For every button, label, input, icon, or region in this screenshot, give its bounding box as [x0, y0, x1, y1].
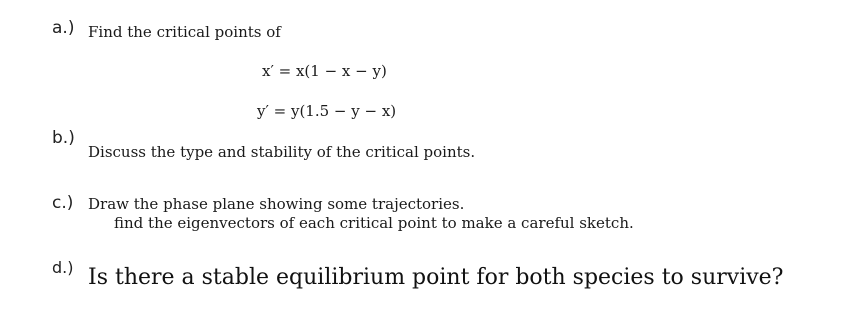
part-c-label: c.)	[52, 193, 74, 213]
part-b-text: Discuss the type and stability of the critical points.	[88, 143, 476, 161]
part-c-line2: find the eigenvectors of each critical point to make a careful sketch.	[114, 214, 634, 232]
part-a-text: Find the critical points of	[88, 23, 281, 41]
part-d-text: Is there a stable equilibrium point for both species to survive?	[88, 265, 784, 290]
part-d-label: d.)	[52, 258, 74, 277]
equation-x-prime: x′ = x(1 − x − y)	[262, 62, 387, 80]
part-c-line1: Draw the phase plane showing some trajectories.	[88, 195, 465, 213]
equation-y-prime: y′ = y(1.5 − y − x)	[257, 102, 397, 120]
part-a-label: a.)	[52, 18, 75, 38]
part-b-label: b.)	[52, 128, 75, 148]
